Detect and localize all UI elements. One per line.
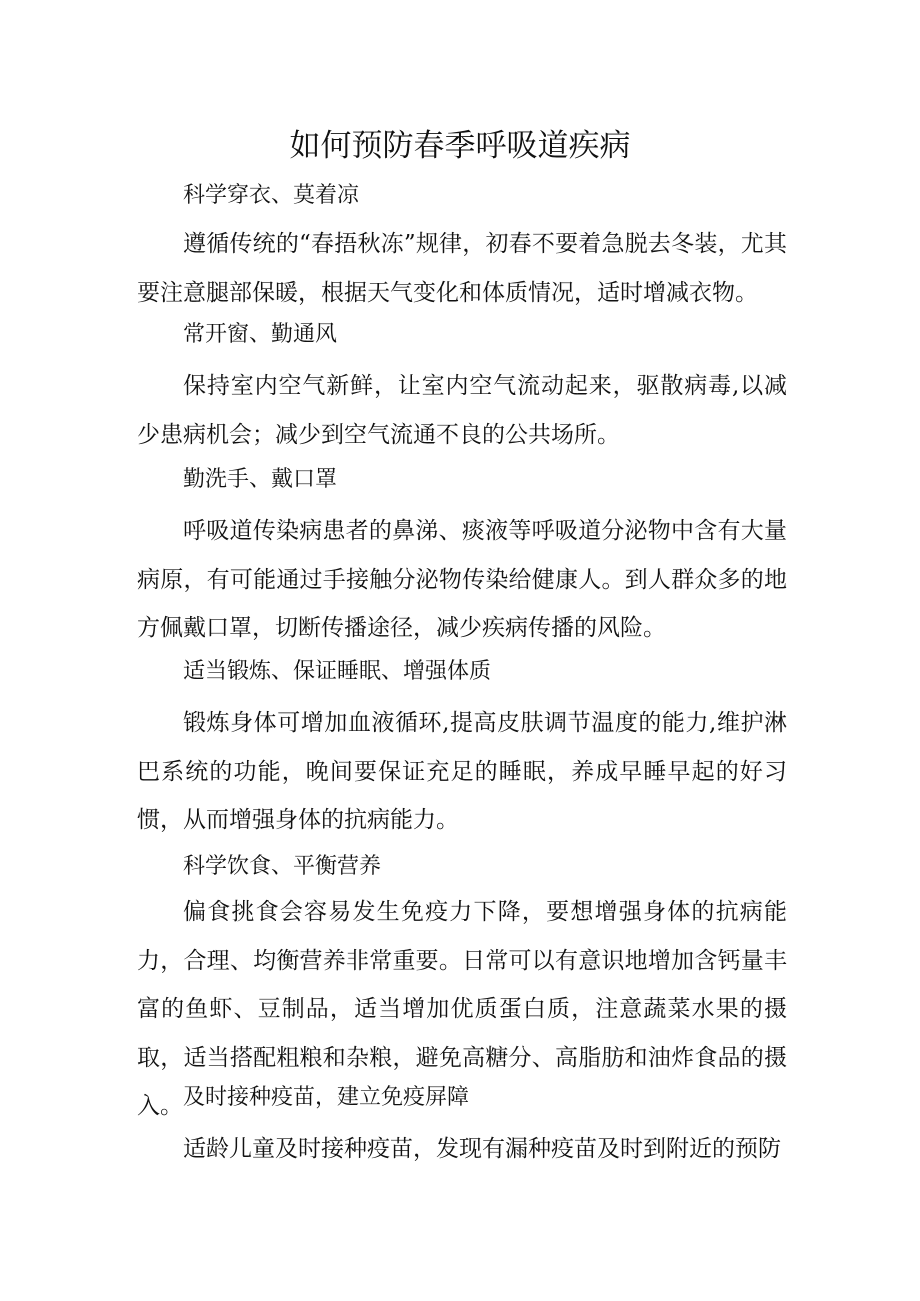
section-paragraph-clothing: 遵循传统的“春捂秋冻”规律，初春不要着急脱去冬装，尤其要注意腿部保暖，根据天气变化和体质情况，适时增减衣物。 — [137, 231, 787, 306]
section-paragraph-diet: 偏食挑食会容易发生免疫力下降，要想增强身体的抗病能力，合理、均衡营养非常重要。日常可以有意识地增加含钙量丰富的鱼虾、豆制品，适当增加优质蛋白质，注意蔬菜水果的摄取，适当搭配粗粮和杂粮，避免高糖分、高脂肪和油炸食品的摄入。 — [137, 899, 787, 1119]
section-heading-exercise: 适当锻炼、保证睡眠、增强体质 — [183, 659, 492, 684]
page-title: 如何预防春季呼吸道疾病 — [289, 128, 631, 164]
section-paragraph-vaccination: 适龄儿童及时接种疫苗，发现有漏种疫苗及时到附近的预防 — [183, 1136, 781, 1162]
section-paragraph-handwashing: 呼吸道传染病患者的鼻涕、痰液等呼吸道分泌物中含有大量病原，有可能通过手接触分泌物传染给健康人。到人群众多的地方佩戴口罩，切断传播途径，减少疾病传播的风险。 — [137, 518, 787, 641]
section-heading-handwashing: 勤洗手、戴口罩 — [183, 467, 338, 492]
section-heading-diet: 科学饮食、平衡营养 — [183, 854, 382, 879]
section-heading-ventilation: 常开窗、勤通风 — [183, 322, 338, 347]
section-paragraph-exercise: 锻炼身体可增加血液循环,提高皮肤调节温度的能力,维护淋巴系统的功能，晚间要保证充足的睡眠，养成早睡早起的好习惯，从而增强身体的抗病能力。 — [137, 710, 787, 833]
section-paragraph-ventilation: 保持室内空气新鲜，让室内空气流动起来，驱散病毒,以减少患病机会；减少到空气流通不良的公共场所。 — [137, 373, 787, 448]
section-heading-vaccination: 及时接种疫苗，建立免疫屏障 — [183, 1085, 470, 1110]
section-heading-clothing: 科学穿衣、莫着凉 — [183, 183, 360, 208]
